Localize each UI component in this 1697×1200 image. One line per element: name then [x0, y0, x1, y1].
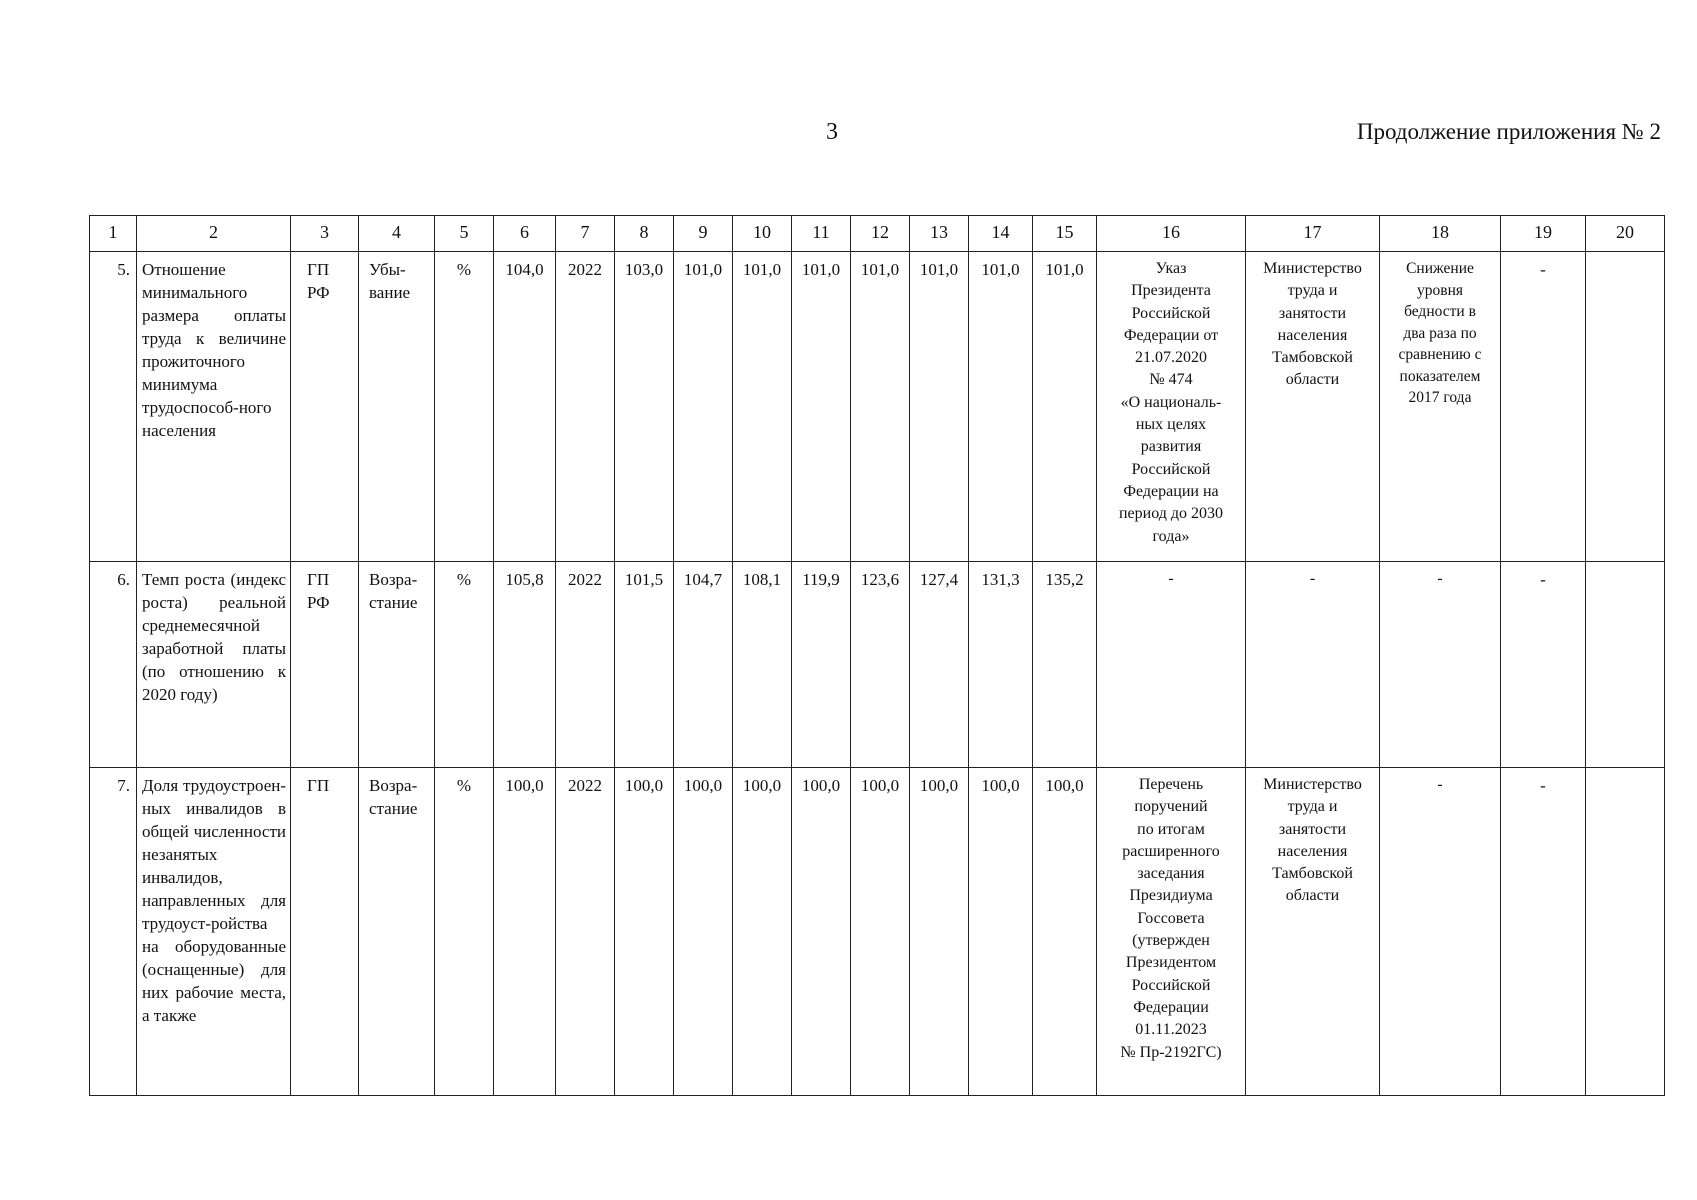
column-number: 7 [556, 216, 615, 252]
row-number: 7. [90, 768, 137, 1096]
basis-document: Указ Президента Российской Федерации от 21.07.2020 № 474 «О националь- ных целях развития Российской Федерации на период до 2030 года» [1097, 252, 1246, 562]
column-number: 3 [291, 216, 359, 252]
column-number: 19 [1501, 216, 1586, 252]
value-cell: 104,7 [674, 562, 733, 768]
value-cell: 100,0 [792, 768, 851, 1096]
column-19-cell: - [1501, 562, 1586, 768]
value-cell: 100,0 [910, 768, 969, 1096]
value-cell: 100,0 [851, 768, 910, 1096]
page-heading: Продолжение приложения № 2 [1356, 119, 1661, 144]
table-row [90, 252, 1665, 562]
value-cell: 2022 [556, 252, 615, 562]
basis-document: - [1097, 562, 1246, 768]
table-row [90, 562, 1665, 768]
column-20-cell [1586, 562, 1665, 768]
indicators-table [89, 215, 1665, 1096]
value-cell: 101,0 [851, 252, 910, 562]
value-cell: 101,0 [733, 252, 792, 562]
value-cell: 101,0 [674, 252, 733, 562]
value-cell: 101,0 [910, 252, 969, 562]
value-cell: 100,0 [494, 768, 556, 1096]
column-20-cell [1586, 768, 1665, 1096]
indicator-name: Отношение минимального размера оплаты труда к величине прожиточного минимума трудоспособ-ного населения [137, 252, 291, 562]
row-number: 6. [90, 562, 137, 768]
value-cell: 127,4 [910, 562, 969, 768]
column-19-cell: - [1501, 768, 1586, 1096]
value-cell: 100,0 [1033, 768, 1097, 1096]
table-row [90, 768, 1665, 1096]
responsible-body: - [1246, 562, 1380, 768]
indicator-name: Темп роста (индекс роста) реальной среднемесячной заработной платы (по отношению к 2020 году) [137, 562, 291, 768]
indicator-trend: Убы- вание [359, 252, 435, 562]
value-cell: 135,2 [1033, 562, 1097, 768]
column-number: 9 [674, 216, 733, 252]
column-number: 10 [733, 216, 792, 252]
column-number: 18 [1380, 216, 1501, 252]
indicator-name: Доля трудоустроен-ных инвалидов в общей численности незанятых инвалидов, направленных для трудоуст-ройства на оборудованные (оснащенные) для них рабочие места, а также [137, 768, 291, 1096]
value-cell: 131,3 [969, 562, 1033, 768]
value-cell: 100,0 [733, 768, 792, 1096]
value-cell: 100,0 [969, 768, 1033, 1096]
page-number: 3 [826, 119, 838, 145]
unit-cell: % [435, 252, 494, 562]
value-cell: 101,0 [1033, 252, 1097, 562]
column-20-cell [1586, 252, 1665, 562]
value-cell: 101,0 [792, 252, 851, 562]
value-cell: 108,1 [733, 562, 792, 768]
column-number: 2 [137, 216, 291, 252]
indicator-trend: Возра- стание [359, 562, 435, 768]
indicator-trend: Возра- стание [359, 768, 435, 1096]
column-number: 8 [615, 216, 674, 252]
value-cell: 2022 [556, 768, 615, 1096]
column-number: 12 [851, 216, 910, 252]
column-number: 15 [1033, 216, 1097, 252]
responsible-body: Министерство труда и занятости населения Тамбовской области [1246, 252, 1380, 562]
column-number: 11 [792, 216, 851, 252]
column-number: 13 [910, 216, 969, 252]
value-cell: 105,8 [494, 562, 556, 768]
value-cell: 2022 [556, 562, 615, 768]
indicator-level: ГП [291, 768, 359, 1096]
column-number: 4 [359, 216, 435, 252]
value-cell: 123,6 [851, 562, 910, 768]
goal-link: - [1380, 768, 1501, 1096]
column-number: 6 [494, 216, 556, 252]
goal-link: Снижение уровня бедности в два раза по сравнению с показателем 2017 года [1380, 252, 1501, 562]
value-cell: 100,0 [674, 768, 733, 1096]
value-cell: 100,0 [615, 768, 674, 1096]
column-19-cell: - [1501, 252, 1586, 562]
value-cell: 101,0 [969, 252, 1033, 562]
value-cell: 104,0 [494, 252, 556, 562]
value-cell: 119,9 [792, 562, 851, 768]
column-number: 5 [435, 216, 494, 252]
indicator-level: ГП РФ [291, 562, 359, 768]
value-cell: 101,5 [615, 562, 674, 768]
indicator-level: ГП РФ [291, 252, 359, 562]
column-number: 14 [969, 216, 1033, 252]
column-number-row [90, 216, 1665, 252]
column-number: 1 [90, 216, 137, 252]
basis-document: Перечень поручений по итогам расширенного заседания Президиума Госсовета (утвержден Президентом Российской Федерации 01.11.2023 № Пр-2192ГС) [1097, 768, 1246, 1096]
responsible-body: Министерство труда и занятости населения Тамбовской области [1246, 768, 1380, 1096]
row-number: 5. [90, 252, 137, 562]
column-number: 17 [1246, 216, 1380, 252]
column-number: 16 [1097, 216, 1246, 252]
column-number: 20 [1586, 216, 1665, 252]
unit-cell: % [435, 562, 494, 768]
value-cell: 103,0 [615, 252, 674, 562]
unit-cell: % [435, 768, 494, 1096]
goal-link: - [1380, 562, 1501, 768]
